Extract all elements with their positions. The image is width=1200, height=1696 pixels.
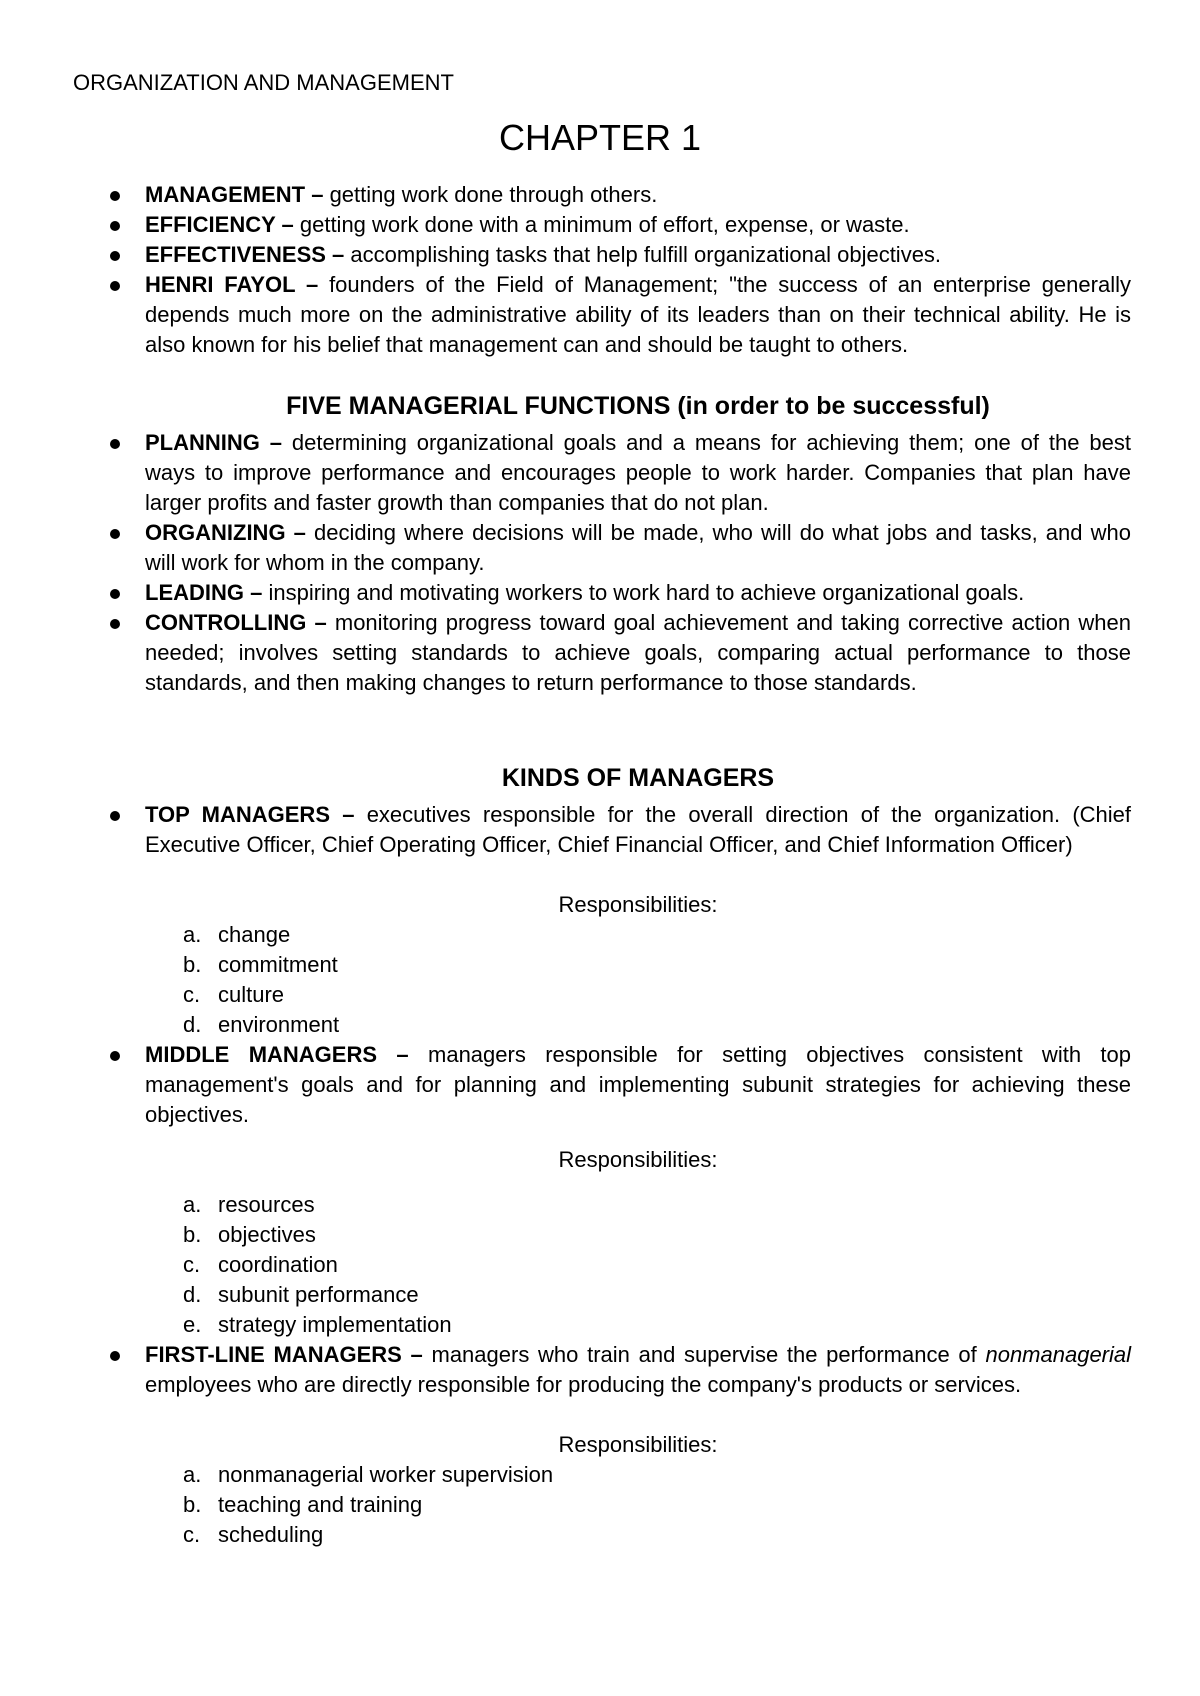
bullet-icon bbox=[110, 439, 120, 449]
manager-first-line bbox=[145, 1340, 1131, 1400]
bullet-icon bbox=[110, 1351, 120, 1361]
middle-managers-responsibilities bbox=[145, 1190, 452, 1340]
list-letter: a. bbox=[183, 1462, 202, 1487]
list-letter: b. bbox=[183, 1222, 202, 1247]
list-letter: b. bbox=[183, 1492, 202, 1517]
definition-effectiveness bbox=[145, 240, 1131, 270]
bullet-icon bbox=[110, 251, 120, 261]
manager-text: employees who are directly responsible for producing the company's products or services. bbox=[145, 1372, 1022, 1397]
definition-term: EFFICIENCY – bbox=[145, 212, 294, 237]
definition-text: getting work done through others. bbox=[323, 182, 658, 207]
list-item bbox=[145, 1520, 553, 1550]
list-text: subunit performance bbox=[218, 1282, 419, 1307]
list-text: scheduling bbox=[218, 1522, 324, 1547]
bullet-icon bbox=[110, 529, 120, 539]
bullet-icon bbox=[110, 191, 120, 201]
list-letter: d. bbox=[183, 1012, 202, 1037]
chapter-title: CHAPTER 1 bbox=[498, 117, 702, 158]
list-text: teaching and training bbox=[218, 1492, 423, 1517]
list-text: resources bbox=[218, 1192, 315, 1217]
bullet-icon bbox=[110, 619, 120, 629]
definition-efficiency bbox=[145, 210, 1131, 240]
definition-term: MANAGEMENT – bbox=[145, 182, 324, 207]
manager-middle bbox=[145, 1040, 1131, 1130]
list-item bbox=[145, 1490, 553, 1520]
manager-term: FIRST-LINE MANAGERS – bbox=[145, 1342, 423, 1367]
function-text: deciding where decisions will be made, who will do what jobs and tasks, and who will work for whom in the company. bbox=[145, 520, 1131, 575]
function-leading bbox=[145, 578, 1131, 608]
list-text: strategy implementation bbox=[218, 1312, 452, 1337]
definition-henri-fayol bbox=[145, 270, 1131, 360]
list-text: coordination bbox=[218, 1252, 338, 1277]
definition-text: founders of the Field of Management; "the success of an enterprise generally depends much more on the administrative ability of its leaders than on their technical ability. He is also known for his belief that management can and should be taught to others. bbox=[145, 272, 1131, 357]
function-term: LEADING – bbox=[145, 580, 263, 605]
functions-heading bbox=[145, 394, 1131, 419]
definition-term: EFFECTIVENESS – bbox=[145, 242, 345, 267]
bullet-icon bbox=[110, 1051, 120, 1061]
responsibilities-label: Responsibilities: bbox=[558, 1147, 718, 1172]
manager-term: TOP MANAGERS – bbox=[145, 802, 355, 827]
manager-text: managers responsible for setting objectives consistent with top management's goals and for planning and implementing subunit strategies for achieving these objectives. bbox=[145, 1042, 1132, 1127]
list-letter: a. bbox=[183, 922, 202, 947]
list-letter: c. bbox=[183, 1252, 201, 1277]
functions-heading-sub: (in order to be successful) bbox=[670, 392, 990, 420]
list-text: commitment bbox=[218, 952, 338, 977]
definition-text: accomplishing tasks that help fulfill organizational objectives. bbox=[344, 242, 942, 267]
function-term: ORGANIZING – bbox=[145, 520, 306, 545]
list-item bbox=[145, 1220, 452, 1250]
list-text: objectives bbox=[218, 1222, 316, 1247]
top-managers-responsibilities bbox=[145, 920, 339, 1040]
manager-text: managers who train and supervise the performance of bbox=[422, 1342, 986, 1367]
function-controlling bbox=[145, 608, 1131, 698]
list-item bbox=[145, 1250, 452, 1280]
list-letter: c. bbox=[183, 982, 201, 1007]
bullet-icon bbox=[110, 589, 120, 599]
responsibilities-label: Responsibilities: bbox=[558, 1432, 718, 1457]
kinds-heading: KINDS OF MANAGERS bbox=[501, 764, 775, 792]
list-item bbox=[145, 1280, 452, 1310]
manager-term: MIDDLE MANAGERS – bbox=[145, 1042, 409, 1067]
list-text: culture bbox=[218, 982, 285, 1007]
list-item bbox=[145, 950, 339, 980]
functions-heading-main: FIVE MANAGERIAL FUNCTIONS bbox=[286, 392, 671, 420]
list-item bbox=[145, 1190, 452, 1220]
list-item bbox=[145, 1310, 452, 1340]
function-text: determining organizational goals and a means for achieving them; one of the best ways to improve performance and encourages people to work harder. Companies that plan have larger profits and faster growth than companies that do not plan. bbox=[145, 430, 1131, 515]
bullet-icon bbox=[110, 281, 120, 291]
responsibilities-label: Responsibilities: bbox=[558, 892, 718, 917]
list-text: change bbox=[218, 922, 291, 947]
document-header: ORGANIZATION AND MANAGEMENT bbox=[73, 70, 454, 95]
list-item bbox=[145, 1460, 553, 1490]
function-text: monitoring progress toward goal achievement and taking corrective action when needed; involves setting standards to achieve goals, comparing actual performance to those standards, and then making changes to return performance to those standards. bbox=[145, 610, 1131, 695]
list-item bbox=[145, 980, 339, 1010]
function-term: CONTROLLING – bbox=[145, 610, 327, 635]
list-letter: c. bbox=[183, 1522, 201, 1547]
list-text: environment bbox=[218, 1012, 340, 1037]
bullet-icon bbox=[110, 221, 120, 231]
definition-text: getting work done with a minimum of effort, expense, or waste. bbox=[293, 212, 910, 237]
list-letter: a. bbox=[183, 1192, 202, 1217]
list-item bbox=[145, 1010, 339, 1040]
function-text: inspiring and motivating workers to work hard to achieve organizational goals. bbox=[262, 580, 1025, 605]
list-text: nonmanagerial worker supervision bbox=[218, 1462, 554, 1487]
list-letter: b. bbox=[183, 952, 202, 977]
function-planning bbox=[145, 428, 1131, 518]
function-term: PLANNING – bbox=[145, 430, 283, 455]
manager-top bbox=[145, 800, 1131, 860]
definition-term: HENRI FAYOL – bbox=[145, 272, 319, 297]
list-letter: e. bbox=[183, 1312, 202, 1337]
manager-text: executives responsible for the overall direction of the organization. (Chief Executive Officer, Chief Operating Officer, Chief Financial Officer, and Chief Information Officer) bbox=[145, 802, 1132, 857]
first-line-managers-responsibilities bbox=[145, 1460, 553, 1550]
bullet-icon bbox=[110, 811, 120, 821]
definition-management bbox=[145, 180, 1131, 210]
list-letter: d. bbox=[183, 1282, 202, 1307]
list-item bbox=[145, 920, 339, 950]
function-organizing bbox=[145, 518, 1131, 578]
manager-text-emphasis: nonmanagerial bbox=[985, 1342, 1132, 1367]
